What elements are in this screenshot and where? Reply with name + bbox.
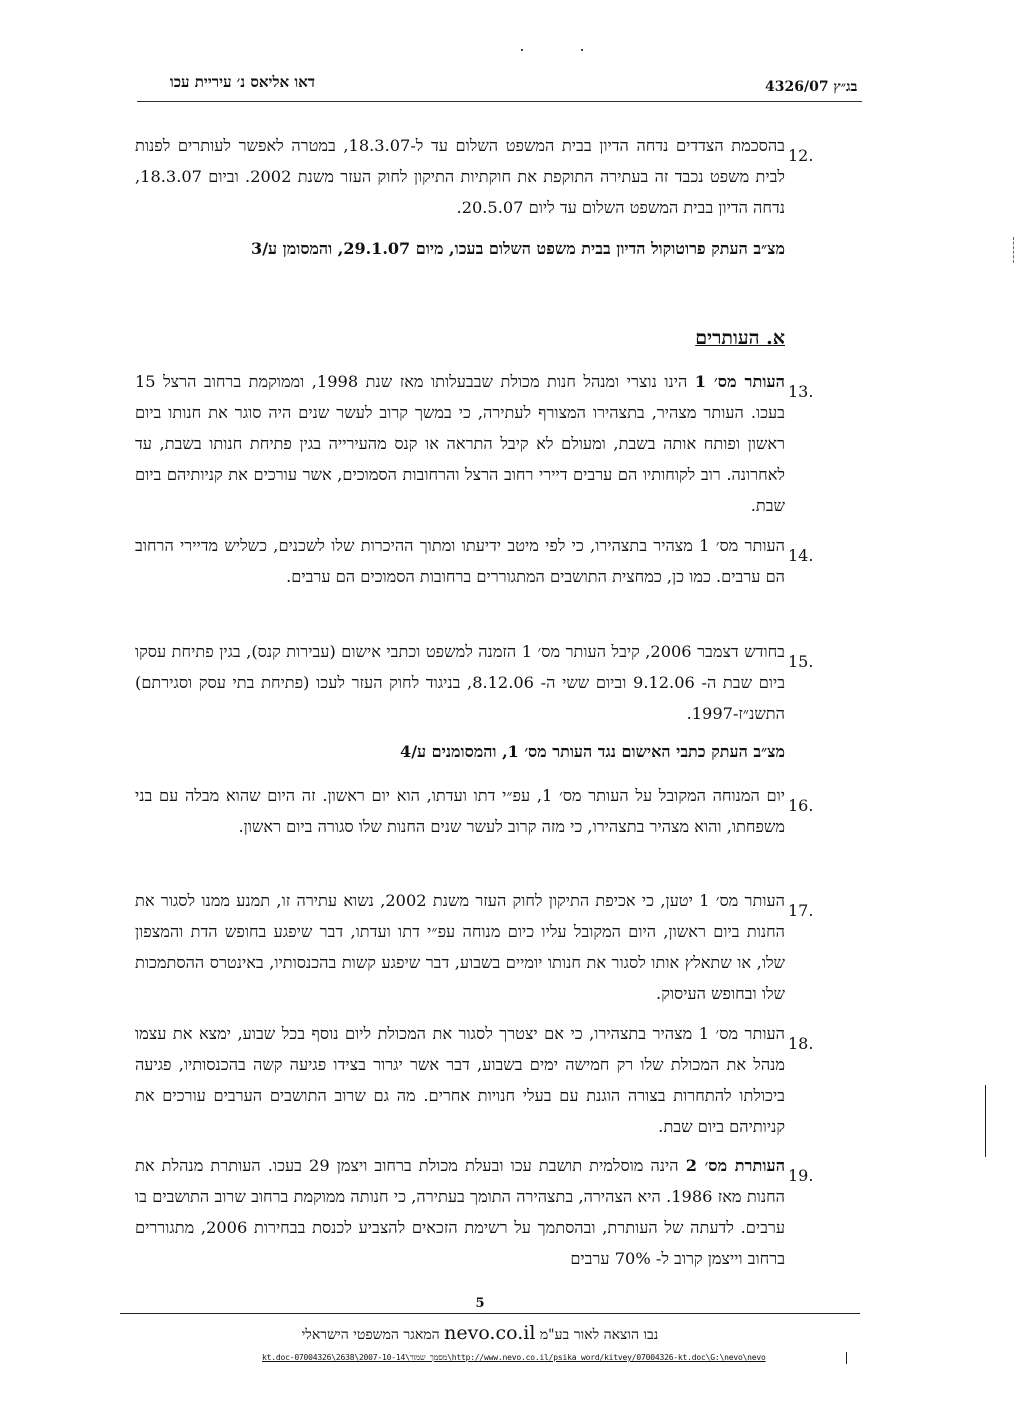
paragraph-text: העותר מס׳ 1 מצהיר בתצהירו, כי אם יצטרך לסגור את המכולת ליום נוסף בכל שבוע, ימצא את עצמו מנהל את המכולת שלו רק חמישה ימים בשבוע, דבר אשר יגרור בצידו פגיעה קשה בהכנסותיו, פגיעה ביכולתו להתחרות בצורה הוגנת עם בעלי חנויות אחרים. מה גם שרוב התושבים הערבים עורכים את קניותיהם ביום שבת. xyxy=(135,1024,785,1136)
exhibit-note: מצ״ב העתק פרוטוקול הדיון בבית משפט השלום בעכו, מיום 29.1.07, והמסומן ע/3 xyxy=(251,239,785,258)
paragraph-number: 16. xyxy=(788,796,814,815)
paragraph-12 xyxy=(135,130,785,223)
paragraph-text: העותר מס׳ 1 יטען, כי אכיפת התיקון לחוק העזר משנת 2002, נשוא עתירה זו, תמנע ממנו לסגור את החנות ביום ראשון, היום המקובל עליו כיום מנוחה עפ״י דתו ועדתו, דבר שיפגע בחופש הדת והמצפון שלו, או שתאלץ אותו לסגור את חנותו יומיים בשבוע, דבר שיפגע קשות בהכנסותיו, באינטרס ההסתמכות שלו ובחופש העיסוק. xyxy=(135,891,785,1003)
page-number: 5 xyxy=(475,1296,485,1311)
paragraph-19 xyxy=(135,1150,785,1274)
paragraph-number: 12. xyxy=(788,146,814,165)
scan-speck xyxy=(521,49,523,51)
header-rule xyxy=(137,101,862,102)
margin-mark xyxy=(1013,237,1014,263)
exhibit-note: מצ״ב העתק כתבי האישום נגד העותר מס׳ 1, והמסומנים ע/4 xyxy=(400,742,785,761)
paragraph-text: הינה מוסלמית תושבת עכו ובעלת מכולת ברחוב ויצמן 29 בעכו. העותרת מנהלת את החנות מאז 1986. היא הצהירה, בתצהירה התומך בעתירה, כי חנותה ממוקמת ברחוב שרוב התושבים בו ערבים. לדעתה של העותרת, ובהסתמך על רשימת הזכאים להצביע לכנסת בבחירות 2006, מתגוררים ברחוב וייצמן קרוב ל- 70% ערבים xyxy=(135,1156,785,1268)
paragraph-number: 14. xyxy=(788,546,814,565)
case-number: בג״ץ 4326/07 xyxy=(765,79,858,95)
paragraph-17 xyxy=(135,885,785,1009)
paragraph-number: 17. xyxy=(788,901,814,920)
paragraph-text: הינו נוצרי ומנהל חנות מכולת שבבעלותו מאז שנת 1998, וממוקמת ברחוב הרצל 15 בעכו. העותר מצהיר, בתצהירו המצורף לעתירה, כי במשך קרוב לעשר שנים היה סוגר את חנותו ביום ראשון ופותח אותה בשבת, ומעולם לא קיבל התראה או קנס מהעירייה בגין פתיחת חנותו בשבת, עד לאחרונה. רוב לקוחותיו הם ערבים דיירי רחוב הרצל והרחובות הסמוכים, אשר עורכים את קניותיהם ביום שבת. xyxy=(135,372,785,515)
paragraph-number: 13. xyxy=(788,382,814,401)
paragraph-number: 19. xyxy=(788,1166,814,1185)
paragraph-13 xyxy=(135,366,785,521)
scan-speck xyxy=(581,49,583,51)
paragraph-bold-lead: העותרת מס׳ 2 xyxy=(685,1156,785,1175)
footer-rule xyxy=(120,1313,860,1314)
footer-bar xyxy=(846,1352,847,1364)
paragraph-15 xyxy=(135,636,785,729)
paragraph-18 xyxy=(135,1018,785,1142)
footer-source-link[interactable]: kt.doc-07004326\2638\2007-10-14\מסמך שמור\http://www.nevo.co.il/psika_word/kitvey/07004326-kt.doc\G:\nevo\nevo xyxy=(262,1353,766,1362)
paragraph-text: יום המנוחה המקובל על העותר מס׳ 1, עפ״י דתו ועדתו, הוא יום ראשון. זה היום שהוא מבלה עם בני משפחתו, והוא מצהיר בתצהירו, כי מזה קרוב לעשר שנים החנות שלו סגורה ביום ראשון. xyxy=(135,786,785,836)
paragraph-text: בחודש דצמבר 2006, קיבל העותר מס׳ 1 הזמנה למשפט וכתבי אישום (עבירות קנס), בגין פתיחת עסקו ביום שבת ה- 9.12.06 וביום ששי ה- 8.12.06, בניגוד לחוק העזר לעכו (פתיחת בתי עסק וסגירתם) התשנ״ז-1997. xyxy=(135,642,785,723)
paragraph-14 xyxy=(135,530,785,592)
margin-line xyxy=(985,1085,986,1157)
case-parties: דאו אליאס נ׳ עיריית עכו xyxy=(169,73,315,91)
paragraph-bold-lead: העותר מס׳ 1 xyxy=(694,372,785,391)
paragraph-number: 15. xyxy=(788,652,814,671)
footer-publisher-name: נבו הוצאה לאור בע"מ xyxy=(539,1327,659,1343)
section-title: א. העותרים xyxy=(695,327,785,349)
paragraph-number: 18. xyxy=(788,1034,814,1053)
paragraph-16 xyxy=(135,780,785,842)
paragraph-text: העותר מס׳ 1 מצהיר בתצהירו, כי לפי מיטב ידיעתו ומתוך ההיכרות שלו לשכנים, כשליש מדיירי הרחוב הם ערבים. כמו כן, כמחצית התושבים המתגוררים ברחובות הסמוכים הם ערבים. xyxy=(135,536,785,586)
footer-brand: nevo.co.il xyxy=(444,1322,536,1344)
paragraph-text: בהסכמת הצדדים נדחה הדיון בבית המשפט השלום עד ל-18.3.07, במטרה לאפשר לעותרים לפנות לבית משפט נכבד זה בעתירה התוקפת את חוקתיות התיקון לחוק העזר משנת 2002. וביום 18.3.07, נדחה הדיון בבית המשפט השלום עד ליום 20.5.07. xyxy=(135,136,785,217)
footer-publisher xyxy=(270,1322,690,1344)
footer-tagline: המאגר המשפטי הישראלי xyxy=(301,1327,440,1343)
